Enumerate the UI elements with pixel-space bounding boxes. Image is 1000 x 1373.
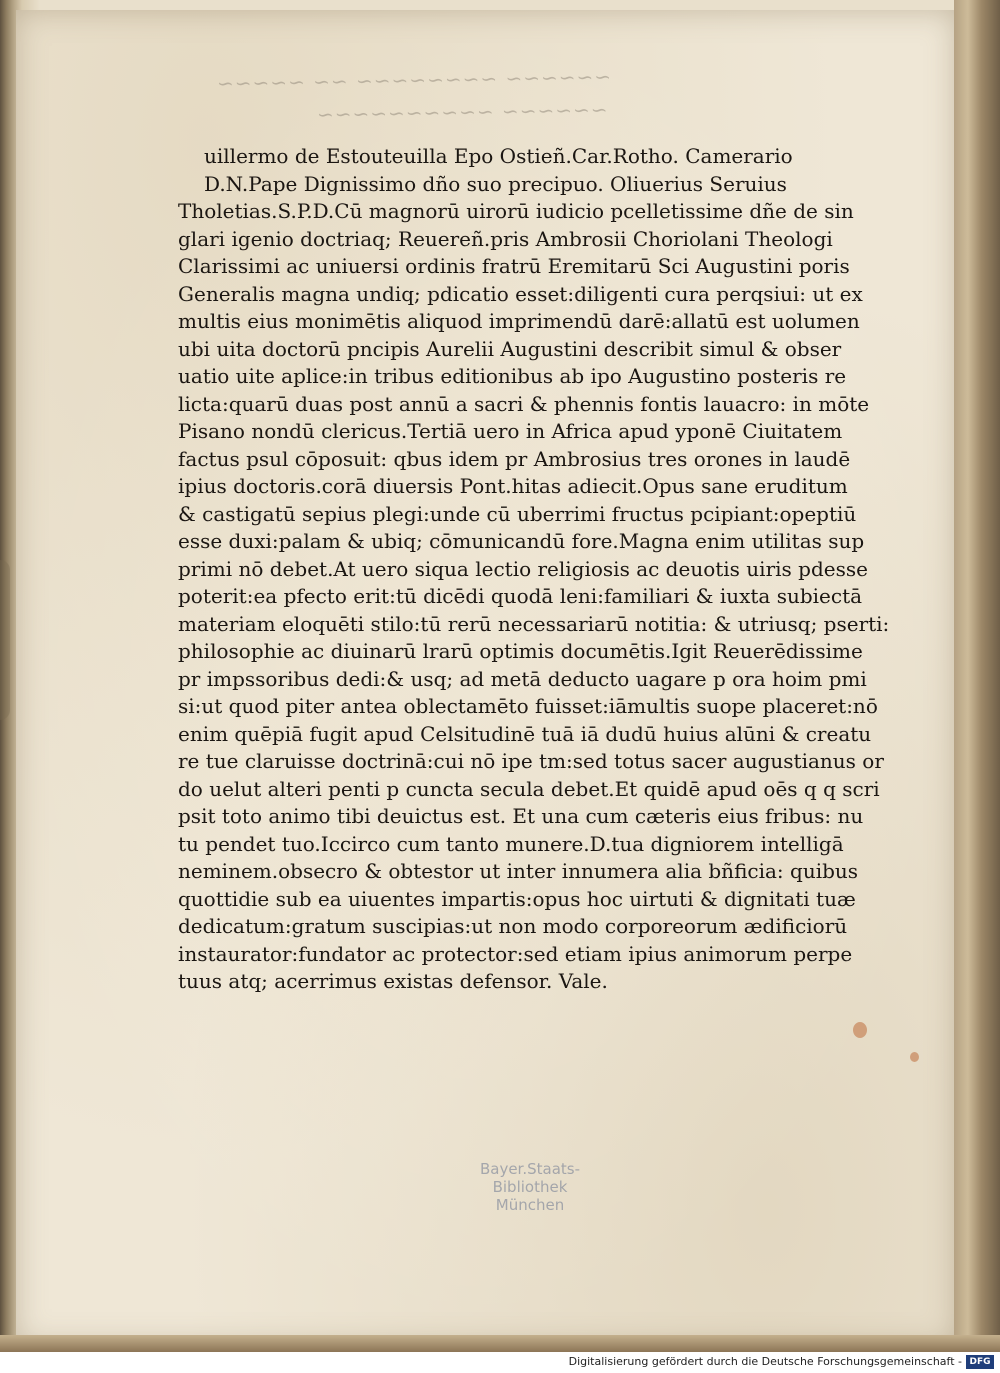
text-line: quottidie sub ea uiuentes impartis:opus hoc uirtuti & dignitati tuæ [178,886,856,911]
book-edge-right [954,0,1000,1352]
foxing-stain [910,1052,919,1062]
text-line: ipius doctoris.corā diuersis Pont.hitas adiecit.Opus sane eruditum [178,474,848,498]
text-line: multis eius monimētis aliquod imprimendū darē:allatū est uolumen [178,309,860,333]
text-line: & castigatū sepius plegi:unde cū uberrimi fructus pcipiant:opeptiū [178,501,857,526]
stamp-line: München [495,1196,565,1214]
text-line: primi nō debet.At uero siqua lectio religiosis ac deuotis uiris pdesse [178,556,868,581]
text-line: Clarissimi ac uniuersi ordinis fratrū Eremitarū Sci Augustini poris [178,254,850,278]
text-line: Tholetias.S.P.D.Cū magnorū uirorū iudicio pcelletissime dñe de sin [178,199,854,223]
text-line: ubi uita doctorū pncipis Aurelii Augustini describit simul & obser [178,336,842,361]
text-line: tuus atq; acerrimus existas defensor. Vale. [178,969,608,993]
incunable-text [178,143,890,996]
text-line: instaurator:fundator ac protector:sed etiam ipius animorum perpe [178,941,853,966]
text-line: si:ut quod piter antea oblectamēto fuisset:iāmultis suope placeret:nō [178,694,878,718]
binding-clip [0,560,10,720]
pencil-annotation: ~~~~~~ ~~~~~~~~ ~~ ~~~~~ [215,64,612,96]
text-line: tu pendet tuo.Iccirco cum tanto munere.D.tua digniorem intelligā [178,831,844,856]
funding-notice: Digitalisierung gefördert durch die Deutsche Forschungsgemeinschaft - [568,1355,962,1368]
text-line: glari igenio doctriaq; Reuereñ.pris Ambrosii Choriolani Theologi [178,226,833,251]
text-line: dedicatum:gratum suscipias:ut non modo corporeorum ædificiorū [178,914,848,938]
stamp-line: Bibliothek [492,1178,568,1196]
text-line: esse duxi:palam & ubiq; cōmunicandū fore.Magna enim utilitas sup [178,529,865,553]
text-line: licta:quarū duas post annū a sacri & phennis fontis lauacro: in mōte [178,391,870,416]
text-line: Pisano nondū clericus.Tertiā uero in Africa apud yponē Ciuitatem [178,419,843,443]
foxing-stain [853,1022,867,1038]
text-line: re tue claruisse doctrinā:cui nō ipe tm:sed totus sacer augustianus or [178,749,884,773]
pencil-annotation: ~~~~~~ ~~~~~~~~~~ [315,97,608,127]
text-line: materiam eloquēti stilo:tū rerū necessariarū notitia: & utriusq; pserti: [178,611,890,636]
text-line: factus psul cōposuit: qbus idem pr Ambrosius tres orones in laudē [178,446,851,471]
initial-space [174,149,200,191]
text-line: poterit:ea pfecto erit:tū dicēdi quodā leni:familiari & iuxta subiectā [178,584,863,608]
book-edge-bottom [0,1335,1000,1352]
text-line: enim quēpiā fugit apud Celsitudinē tuā iā dudū huius alūni & creatu [178,721,872,746]
stamp-line: Bayer.Staats- [479,1160,581,1178]
text-line: uatio uite aplice:in tribus editionibus ab ipo Augustino posteris re [178,364,847,388]
text-line: neminem.obsecro & obtestor ut inter innumera alia bñficia: quibus [178,859,859,883]
footer-bar [0,1352,1000,1373]
text-line: psit toto animo tibi deuictus est. Et una cum cæteris eius fribus: nu [178,804,864,828]
text-line: philosophie ac diuinarū lrarū optimis documētis.Igit Reuerēdissime [178,639,863,663]
text-line: uillermo de Estouteuilla Epo Ostieñ.Car.Rotho. Camerario [204,144,793,168]
dfg-logo: DFG [966,1355,994,1369]
text-line: D.N.Pape Dignissimo dño suo precipuo. Oliuerius Seruius [204,171,787,196]
text-line: pr impssoribus dedi:& usq; ad metā deducto uagare p ora hoim pmi [178,666,867,691]
library-stamp [470,1160,590,1214]
text-line: do uelut alteri penti p cuncta secula debet.Et quidē apud oēs q q scri [178,776,880,801]
text-line: Generalis magna undiq; pdicatio esset:diligenti cura perqsiui: ut ex [178,281,863,306]
